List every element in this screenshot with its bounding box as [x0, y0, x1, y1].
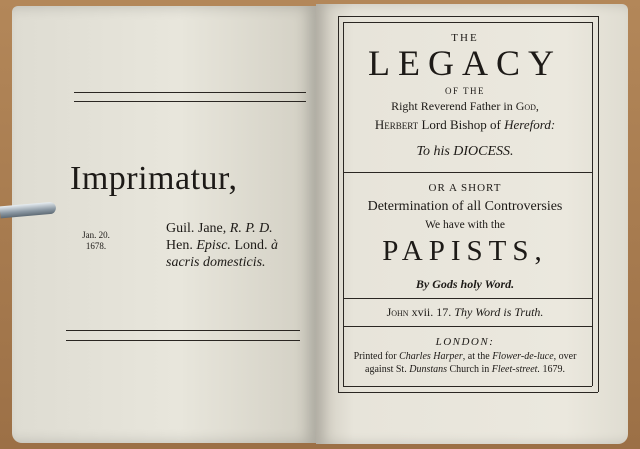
left-top-rule-2: [74, 101, 306, 102]
title-to-his-diocess: [342, 144, 588, 160]
herbert-name: Herbert: [374, 117, 419, 132]
title-of-the: OF THE: [444, 86, 486, 96]
john-ref: xvii. 17.: [408, 305, 455, 319]
left-bottom-rule-1: [66, 330, 300, 331]
date-line-2: 1678.: [85, 241, 107, 251]
licenser-line-2-d: à: [271, 238, 278, 253]
herbert-title: Lord Bishop of: [418, 117, 505, 132]
licenser-block: [166, 220, 278, 271]
frame-inner-top: [343, 22, 592, 23]
imprint-church: Dunstans: [409, 364, 448, 375]
divider-2: [343, 298, 592, 299]
title-we-have: We have with the: [425, 219, 505, 231]
imprint-line-1: [342, 350, 588, 363]
imprint-line-2: [342, 363, 588, 376]
licenser-line-2-a: Hen.: [166, 238, 197, 253]
frame-outer-bottom: [338, 392, 598, 393]
left-top-rule-1: [74, 92, 306, 93]
title-right-reverend: [342, 99, 588, 114]
imprint-a: Printed for: [353, 351, 400, 362]
title-papists: PAPISTS,: [382, 235, 548, 267]
frame-inner-bottom: [343, 386, 592, 387]
licenser-line-2: [166, 237, 278, 254]
divider-3: [343, 326, 592, 327]
herbert-see: Hereford:: [504, 117, 556, 132]
imprint-e: , over: [553, 351, 577, 362]
frame-outer-left: [338, 16, 339, 392]
imprint-f: against St.: [365, 364, 410, 375]
john-book: John: [386, 305, 409, 319]
to-his: To his: [416, 144, 454, 159]
frame-outer-top: [338, 16, 598, 17]
imprimatur-heading: Imprimatur,: [70, 160, 238, 197]
imprint-c: , at the: [462, 351, 493, 362]
imprint-printed: [342, 350, 588, 376]
title-herbert: [342, 117, 588, 133]
imprint-year: 1679.: [539, 364, 565, 375]
title-or-a-short: OR A SHORT: [428, 182, 502, 194]
imprint-street: Fleet-street.: [491, 364, 540, 375]
title-john-verse: [342, 305, 588, 320]
left-bottom-rule-2: [66, 340, 300, 341]
title-determination: Determination of all Controversies: [367, 199, 563, 214]
licenser-line-1: [166, 220, 278, 237]
licenser-line-2-b: Episc.: [196, 238, 231, 253]
imprint-sign: Flower-de-luce: [492, 351, 554, 362]
rrf-text: Right Reverend Father in: [391, 99, 516, 113]
date-line-1: Jan. 20.: [82, 230, 110, 240]
licenser-line-3: [166, 254, 278, 271]
rrf-god: God,: [515, 99, 539, 113]
title-by-gods-word: By Gods holy Word.: [415, 277, 515, 291]
licenser-line-2-c: Lond.: [230, 238, 271, 253]
title-legacy: LEGACY: [368, 43, 562, 83]
title-the: THE: [451, 32, 479, 44]
divider-1: [343, 172, 592, 173]
john-quote: Thy Word is Truth.: [454, 305, 544, 319]
imprint-h: Church in: [447, 364, 492, 375]
licenser-line-3-text: sacris domesticis.: [166, 255, 266, 270]
frame-outer-right: [598, 16, 599, 392]
licenser-title: R. P. D.: [229, 221, 273, 236]
imprint-printer: Charles Harper: [399, 351, 463, 362]
frame-inner-right: [592, 22, 593, 386]
imprint-london: LONDON:: [435, 336, 495, 348]
licenser-name: Guil. Jane,: [166, 221, 230, 236]
license-date: [74, 230, 118, 252]
diocess: DIOCESS.: [453, 144, 514, 159]
